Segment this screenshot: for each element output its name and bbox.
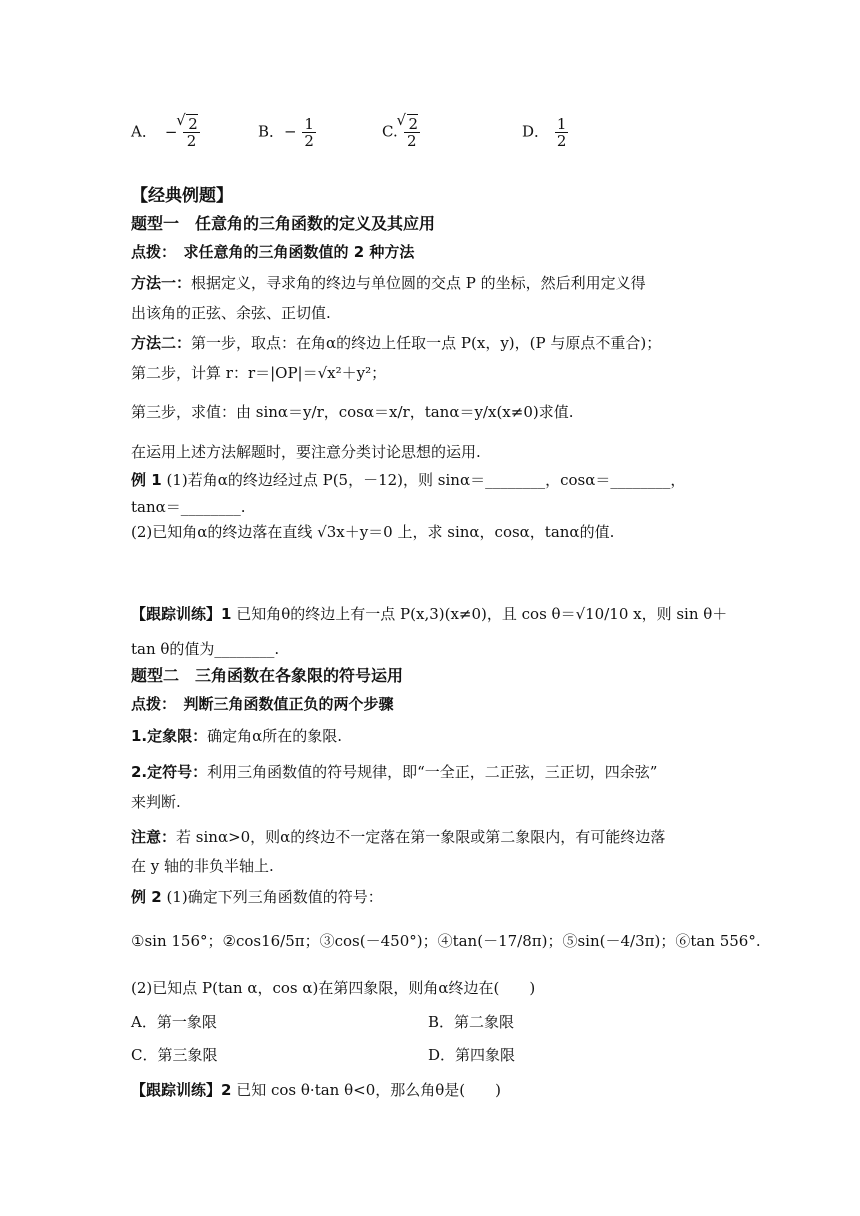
- type-two-title: 题型二 三角函数在各象限的符号运用: [131, 666, 404, 685]
- method-two-line1: 方法二：第一步，取点：在角α的终边上任取一点 P(x，y)，(P 与原点不重合)；: [131, 334, 662, 352]
- fraction-c: √ $\frac{2}{2}$: [404, 116, 421, 149]
- follow-up1-line1: 【跟踪训练】1 已知角θ的终边上有一点 P(x,3)(x≠0)，且 cos θ＝√10/10 x，则 sin θ＋: [131, 605, 728, 623]
- step2-line1: 2.定符号：利用三角函数值的符号规律，即“一全正，二正弦，三正切，四余弦”: [131, 763, 658, 781]
- method-two-line3: 第三步，求值：由 sinα＝y/r，cosα＝x/r，tanα＝y/x(x≠0)求值.: [131, 403, 574, 421]
- follow-up1-line2: tan θ的值为________.: [131, 640, 280, 658]
- example2-question2: (2)已知点 P(tan α，cos α)在第四象限，则角α终边在( ): [131, 979, 536, 997]
- note-line1: 注意：若 sinα>0，则α的终边不一定落在第一象限或第二象限内，有可能终边落: [131, 828, 666, 846]
- option-second-quadrant: B．第二象限: [428, 1013, 515, 1031]
- fraction-d: $\frac{1}{2}$: [556, 115, 567, 150]
- example1-line3: (2)已知角α的终边落在直线 √3x＋y＝0 上，求 sinα，cosα，tanα的值.: [131, 523, 615, 541]
- follow-up2: 【跟踪训练】2 已知 cos θ·tan θ<0，那么角θ是( ): [131, 1081, 501, 1099]
- option-first-quadrant: A．第一象限: [131, 1013, 217, 1031]
- tip-one: 点拨： 求任意角的三角函数值的 2 种方法: [131, 243, 415, 261]
- tip-two: 点拨： 判断三角函数值正负的两个步骤: [131, 695, 394, 713]
- method-one-line2: 出该角的正弦、余弦、正切值.: [131, 304, 331, 322]
- option-third-quadrant: C．第三象限: [131, 1046, 218, 1064]
- option-d: D． $\frac{1}{2}$: [522, 115, 567, 150]
- type-one-title: 题型一 任意角的三角函数的定义及其应用: [131, 214, 436, 233]
- method-one-line1: 方法一：根据定义，寻求角的终边与单位圆的交点 P 的坐标，然后利用定义得: [131, 274, 646, 292]
- example1-line1: 例 1 (1)若角α的终边经过点 P(5，－12)，则 sinα＝________，cosα＝________，: [131, 471, 686, 489]
- example2-line1: 例 2 (1)确定下列三角函数值的符号：: [131, 888, 383, 906]
- option-a: A． − √ $\frac{2}{2}$: [131, 116, 201, 149]
- note-line2: 在 y 轴的非负半轴上.: [131, 857, 274, 875]
- section-heading: 【经典例题】: [131, 186, 233, 206]
- fraction-b: $\frac{1}{2}$: [304, 115, 314, 150]
- step2-line2: 来判断.: [131, 793, 181, 811]
- option-b: B．− $\frac{1}{2}$: [258, 115, 314, 150]
- method-two-line2: 第二步，计算 r：r＝|OP|＝√x²＋y²；: [131, 364, 387, 382]
- example1-line2: tanα＝________.: [131, 498, 246, 516]
- fraction-a: √ $\frac{2}{2}$: [183, 116, 200, 149]
- option-fourth-quadrant: D．第四象限: [428, 1046, 516, 1064]
- step1: 1.定象限：确定角α所在的象限.: [131, 727, 343, 745]
- example2-line2: ①sin 156°；②cos16/5π；③cos(－450°)；④tan(－17/8π)；⑤sin(－4/3π)；⑥tan 556°.: [131, 932, 761, 950]
- option-c: C. √ $\frac{2}{2}$: [382, 116, 421, 149]
- method-note: 在运用上述方法解题时，要注意分类讨论思想的运用.: [131, 443, 481, 461]
